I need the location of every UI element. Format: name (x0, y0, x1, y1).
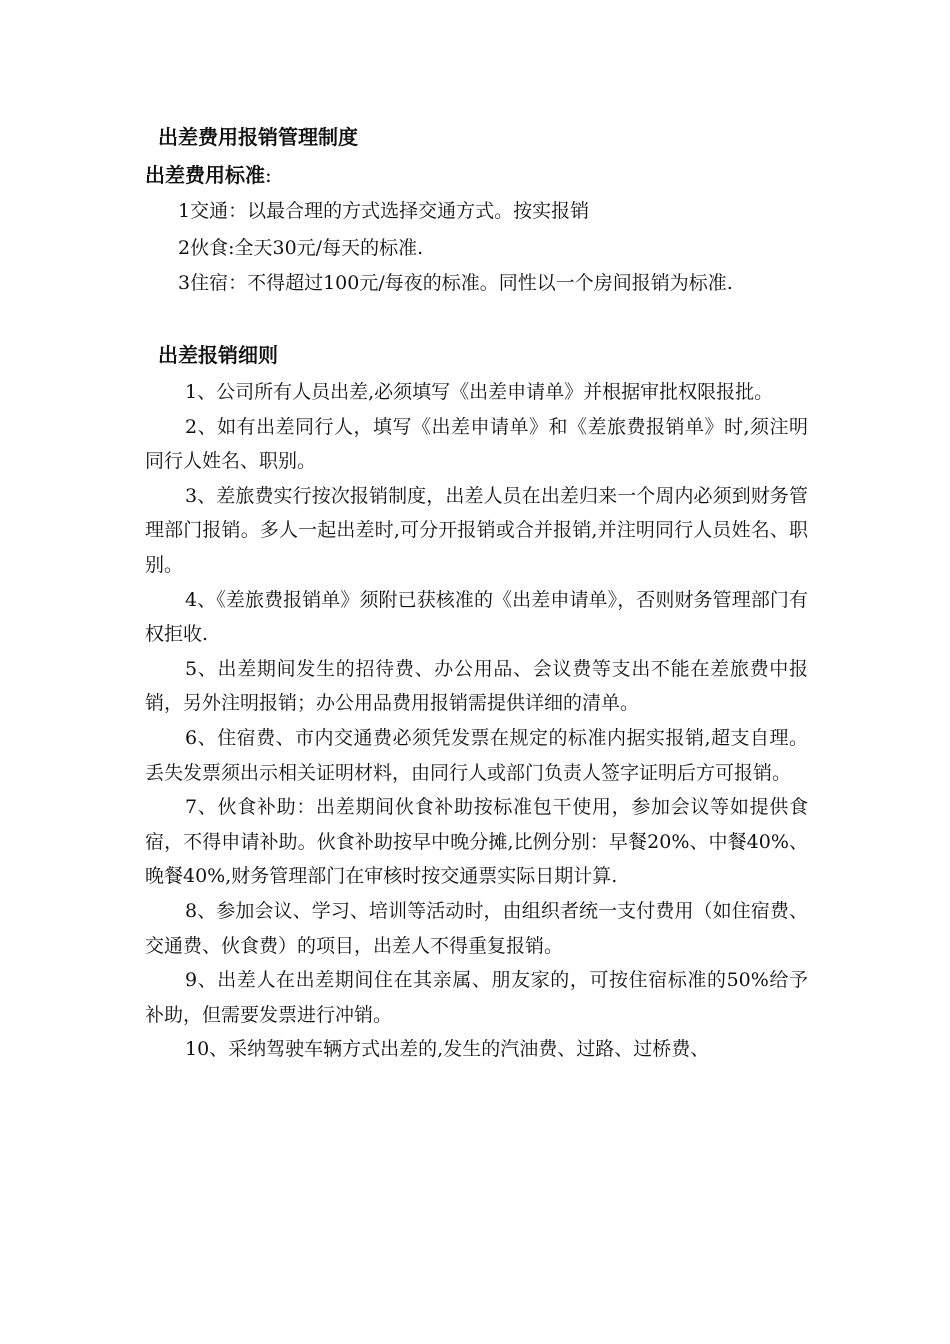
standards-heading-colon: : (265, 163, 272, 187)
rules-list (145, 375, 808, 1067)
rule-item-5: 5、出差期间发生的招待费、办公用品、会议费等支出不能在差旅费中报销，另外注明报销；办公用品费用报销需提供详细的清单。 (145, 657, 808, 715)
rule-item-2: 2、如有出差同行人，填写《出差申请单》和《差旅费报销单》时,须注明同行人姓名、职别。 (145, 415, 808, 473)
standards-heading-text: 出差费用标准 (145, 163, 265, 187)
rule-item-10: 10、采纳驾驶车辆方式出差的,发生的汽油费、过路、过桥费、 (185, 1038, 710, 1061)
rule-item-3: 3、差旅费实行按次报销制度，出差人员在出差归来一个周内必须到财务管理部门报销。多人一起出差时,可分开报销或合并报销,并注明同行人员姓名、职别。 (145, 484, 808, 576)
rule-item-6: 6、住宿费、市内交通费必须凭发票在规定的标准内据实报销,超支自理。丢失发票须出示相关证明材料，由同行人或部门负责人签字证明后方可报销。 (145, 726, 808, 784)
rule-item-9: 9、出差人在出差期间住在其亲属、朋友家的，可按住宿标准的50%给予补助，但需要发票进行冲销。 (145, 969, 808, 1026)
standards-heading (145, 160, 272, 190)
document-title: 出差费用报销管理制度 (158, 125, 358, 149)
standard-item-meals: 2伙食:全天30元/每天的标准. (178, 237, 424, 259)
rule-item-1: 1、公司所有人员出差,必须填写《出差申请单》并根据审批权限报批。 (185, 381, 774, 403)
standard-item-transport: 1交通：以最合理的方式选择交通方式。按实报销 (178, 200, 590, 222)
rules-heading: 出差报销细则 (158, 343, 278, 367)
rule-item-8: 8、参加会议、学习、培训等活动时，由组织者统一支付费用（如住宿费、交通费、伙食费）的项目，出差人不得重复报销。 (145, 899, 808, 957)
standard-item-lodging: 3住宿：不得超过100元/每夜的标准。同性以一个房间报销为标准. (178, 272, 733, 294)
rule-item-7: 7、伙食补助：出差期间伙食补助按标准包干使用，参加会议等如提供食宿，不得申请补助。伙食补助按早中晚分摊,比例分别：早餐20%、中餐40%、晚餐40%,财务管理部门在审核时按交通票实际日期计算. (145, 796, 808, 888)
rule-item-4: 4、《差旅费报销单》须附已获核准的《出差申请单》，否则财务管理部门有权拒收. (145, 588, 808, 646)
